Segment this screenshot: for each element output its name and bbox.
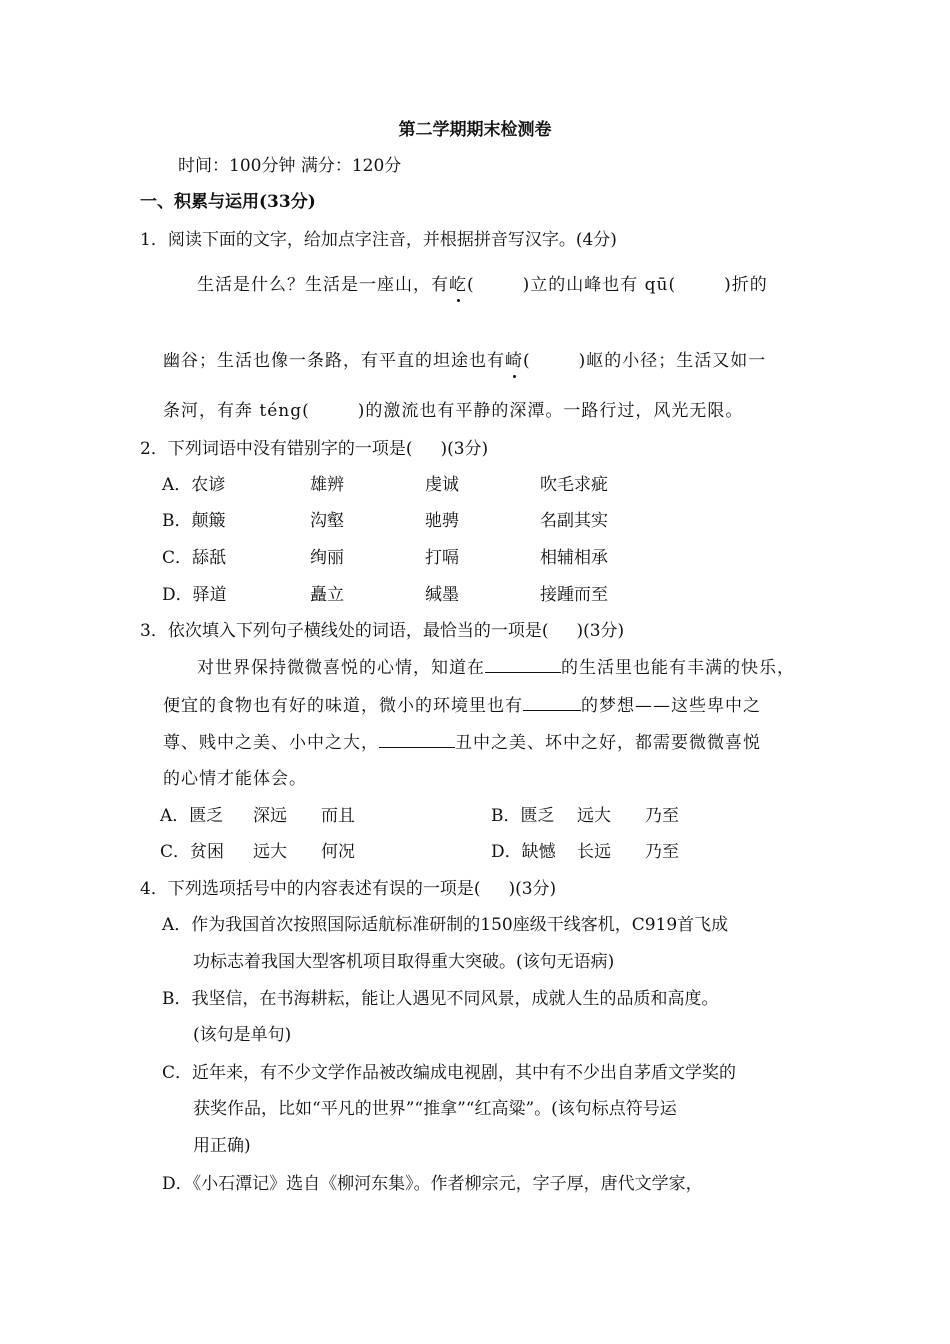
- q2-stem: [140, 438, 488, 460]
- q3-text: 丑中之美、坏中之好，都需要微微喜悦: [455, 733, 761, 753]
- option-word: 乃至: [645, 806, 679, 826]
- q4-stem-text: 4．下列选项括号中的内容表述有误的一项是(: [140, 879, 481, 899]
- q3-passage-line3: [163, 731, 761, 754]
- option-label: D．驿道: [162, 585, 227, 605]
- option-word: 缄墨: [425, 585, 459, 605]
- q3-text: 的梦想——这些卑中之: [581, 696, 761, 716]
- q2-stem-text: 2．下列词语中没有错别字的一项是(: [140, 439, 413, 459]
- option-word: 接踵而至: [540, 585, 608, 605]
- q4-option-c-line3: 用正确): [193, 1136, 251, 1156]
- option-label: B．匮乏: [491, 806, 555, 826]
- q1-stem: 1．阅读下面的文字，给加点字注音，并根据拼音写汉字。(4分): [140, 230, 617, 250]
- fill-blank[interactable]: [485, 656, 561, 673]
- q1-text: )折的: [724, 275, 768, 295]
- q1-text: )的激流也有平静的深潭。一路行过，风光无限。: [357, 401, 744, 421]
- option-label: C．舔舐: [162, 548, 227, 568]
- option-word: 远大: [253, 842, 287, 862]
- option-word: 乃至: [645, 842, 679, 862]
- q3-passage-line2: [163, 694, 761, 717]
- q3-text: 的生活里也能有丰满的快乐，: [561, 658, 795, 678]
- q3-text: 尊、贱中之美、小中之大，: [163, 733, 379, 753]
- option-word: 吹毛求疵: [540, 475, 608, 495]
- q1-text: (: [467, 275, 475, 295]
- q4-option-b-line1: B．我坚信，在书海耕耘，能让人遇见不同风景，成就人生的品质和高度。: [162, 989, 719, 1009]
- option-label: C．贫困: [160, 842, 225, 862]
- q3-passage-line1: [197, 656, 795, 679]
- dotted-char: 崎: [505, 351, 523, 371]
- option-word: 虔诚: [425, 475, 459, 495]
- option-label: B．颠簸: [162, 511, 226, 531]
- option-label: A．农谚: [162, 475, 226, 495]
- option-word: 名副其实: [540, 511, 608, 531]
- q4-option-d-line1: D．《小石潭记》选自《柳河东集》。作者柳宗元，字子厚，唐代文学家，: [162, 1174, 703, 1194]
- q1-text: )立的山峰也有 qū(: [522, 275, 677, 295]
- q1-passage-line1: [197, 274, 768, 296]
- q4-option-c-line2: 获奖作品，比如“平凡的世界”“推拿”“红高粱”。(该句标点符号运: [193, 1099, 677, 1119]
- q1-text: )岖的小径；生活又如一: [578, 351, 767, 371]
- q4-score: )(3分): [508, 879, 557, 899]
- q1-text: 条河，有奔 téng(: [163, 401, 310, 421]
- q4-option-c-line1: C．近年来，有不少文学作品被改编成电视剧，其中有不少出自茅盾文学奖的: [162, 1063, 737, 1083]
- exam-meta: 时间：100分钟 满分：120分: [178, 156, 402, 176]
- option-label: A．匮乏: [160, 806, 224, 826]
- q3-text: 对世界保持微微喜悦的心情，知道在: [197, 658, 485, 678]
- q4-stem: [140, 878, 556, 900]
- q3-stem: [140, 620, 624, 642]
- option-word: 绚丽: [310, 548, 344, 568]
- fill-blank[interactable]: [523, 694, 581, 711]
- q1-text: 生活是什么？生活是一座山，有: [197, 275, 449, 295]
- option-word: 沟壑: [310, 511, 344, 531]
- q3-text: 便宜的食物也有好的味道，微小的环境里也有: [163, 696, 523, 716]
- option-word: 驰骋: [425, 511, 459, 531]
- fill-blank[interactable]: [379, 731, 455, 748]
- q4-option-a-line1: A．作为我国首次按照国际适航标准研制的150座级干线客机，C919首飞成: [162, 915, 729, 935]
- q4-option-b-line2: (该句是单句): [193, 1025, 292, 1045]
- option-label: D．缺憾: [491, 842, 556, 862]
- q3-stem-text: 3．依次填入下列句子横线处的词语，最恰当的一项是(: [140, 621, 549, 641]
- option-word: 何况: [321, 842, 355, 862]
- page-title: 第二学期期末检测卷: [398, 120, 552, 140]
- section-heading: 一、积累与运用(33分): [140, 192, 316, 212]
- option-word: 矗立: [310, 585, 344, 605]
- option-word: 长远: [577, 842, 611, 862]
- q3-score: )(3分): [576, 621, 625, 641]
- q2-score: )(3分): [440, 439, 489, 459]
- option-word: 远大: [577, 806, 611, 826]
- q1-passage-line3: [163, 400, 743, 422]
- q1-text: 幽谷；生活也像一条路，有平直的坦途也有: [163, 351, 505, 371]
- option-word: 打嗝: [425, 548, 459, 568]
- option-word: 而且: [321, 806, 355, 826]
- option-word: 相辅相承: [540, 548, 608, 568]
- q4-option-a-line2: 功标志着我国大型客机项目取得重大突破。(该句无语病): [193, 952, 615, 972]
- q3-passage-line4: 的心情才能体会。: [163, 769, 307, 789]
- dotted-char: 屹: [449, 275, 467, 295]
- option-word: 雄辨: [310, 475, 344, 495]
- q1-passage-line2: [163, 350, 766, 372]
- option-word: 深远: [253, 806, 287, 826]
- q1-text: (: [523, 351, 531, 371]
